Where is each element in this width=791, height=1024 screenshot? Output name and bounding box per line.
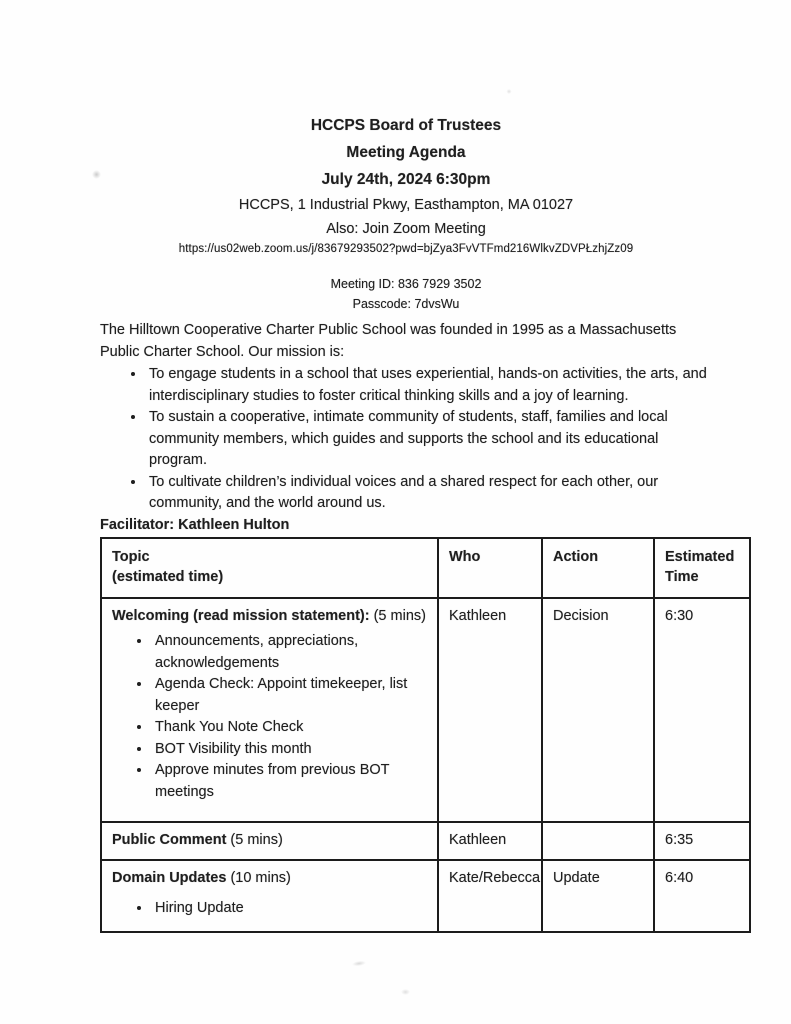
- meeting-location: HCCPS, 1 Industrial Pkwy, Easthampton, MA 01027: [238, 197, 574, 213]
- scan-artifact: [401, 989, 410, 995]
- topic-bullet-list: [112, 898, 427, 920]
- column-header-time-line2: Time: [665, 569, 699, 585]
- table-row-public-comment: [101, 822, 750, 860]
- topic-title: [112, 868, 427, 888]
- meeting-passcode: Passcode: 7dvsWu: [352, 297, 460, 311]
- topic-bullet: • Thank You Note Check: [152, 717, 427, 739]
- topic-cell: [101, 598, 438, 822]
- who-cell: Kate/Rebecca: [438, 860, 542, 932]
- time-cell: 6:35: [654, 822, 750, 860]
- who-cell: Kathleen: [438, 598, 542, 822]
- scan-artifact: [352, 960, 367, 967]
- meeting-id: Meeting ID: 836 7929 3502: [330, 277, 482, 291]
- column-header-topic-line1: Topic: [112, 549, 150, 565]
- doc-title: HCCPS Board of Trustees: [310, 117, 502, 134]
- action-cell: [542, 598, 654, 822]
- topic-bullet: • Approve minutes from previous BOT meetings: [152, 760, 427, 803]
- mission-bullet: • To engage students in a school that uses experiential, hands-on activities, the arts, and interdisciplinary studies to foster critical thinking skills and a joy of learning.: [146, 364, 716, 407]
- topic-title: [112, 606, 427, 626]
- table-row-domain-updates: [101, 860, 750, 932]
- meeting-datetime: July 24th, 2024 6:30pm: [321, 171, 491, 188]
- doc-subtitle: Meeting Agenda: [346, 144, 466, 161]
- time-cell: 6:40: [654, 860, 750, 932]
- action-cell: Update: [542, 860, 654, 932]
- mission-bullet: • To cultivate children’s individual voices and a shared respect for each other, our community, and the world around us.: [146, 472, 716, 515]
- mission-bullet: • To sustain a cooperative, intimate community of students, staff, families and local community members, which guides and supports the school and its educational program.: [146, 407, 716, 472]
- document-header: [100, 112, 712, 314]
- mission-bullet-list: [100, 364, 716, 515]
- topic-title-rest: (5 mins): [369, 608, 426, 624]
- agenda-table: [100, 537, 751, 933]
- topic-title-rest: (10 mins): [226, 870, 291, 886]
- topic-bullet-list: [112, 631, 427, 803]
- column-header-time-line1: Estimated: [665, 549, 735, 565]
- who-cell: Kathleen: [438, 822, 542, 860]
- table-row-welcoming: [101, 598, 750, 822]
- facilitator-line: Facilitator: Kathleen Hulton: [100, 517, 290, 533]
- meeting-credentials: [100, 274, 712, 314]
- topic-bullet: • Hiring Update: [152, 898, 427, 920]
- mission-section: [100, 320, 716, 515]
- topic-bullet: • Announcements, appreciations, acknowledgements: [152, 631, 427, 674]
- topic-title-bold: Welcoming (read mission statement):: [112, 608, 370, 624]
- topic-cell: [101, 822, 438, 860]
- column-header-topic-line2: (estimated time): [112, 569, 224, 585]
- column-header-who: Who: [438, 538, 542, 598]
- time-cell: 6:30: [654, 598, 750, 822]
- topic-bullet: • BOT Visibility this month: [152, 739, 427, 761]
- zoom-meeting-url: https://us02web.zoom.us/j/83679293502?pwd=bjZya3FvVTFmd216WlkvZDVPŁzhjZz09: [178, 243, 634, 255]
- column-header-estimated-time: [654, 538, 750, 598]
- column-header-topic: [101, 538, 438, 598]
- scan-artifact: [506, 89, 512, 94]
- topic-title-rest: (5 mins): [226, 832, 283, 848]
- action-text: Decision: [553, 608, 609, 624]
- column-header-action: Action: [542, 538, 654, 598]
- zoom-join-label: Also: Join Zoom Meeting: [326, 221, 486, 237]
- action-cell: [542, 822, 654, 860]
- table-header-row: [101, 538, 750, 598]
- topic-bullet: • Agenda Check: Appoint timekeeper, list keeper: [152, 674, 427, 717]
- topic-title-bold: Domain Updates: [112, 870, 227, 886]
- mission-intro: The Hilltown Cooperative Charter Public School was founded in 1995 as a Massachusetts Public Charter School. Our mission is:: [100, 322, 677, 360]
- topic-cell: [101, 860, 438, 932]
- topic-title-bold: Public Comment: [112, 832, 227, 848]
